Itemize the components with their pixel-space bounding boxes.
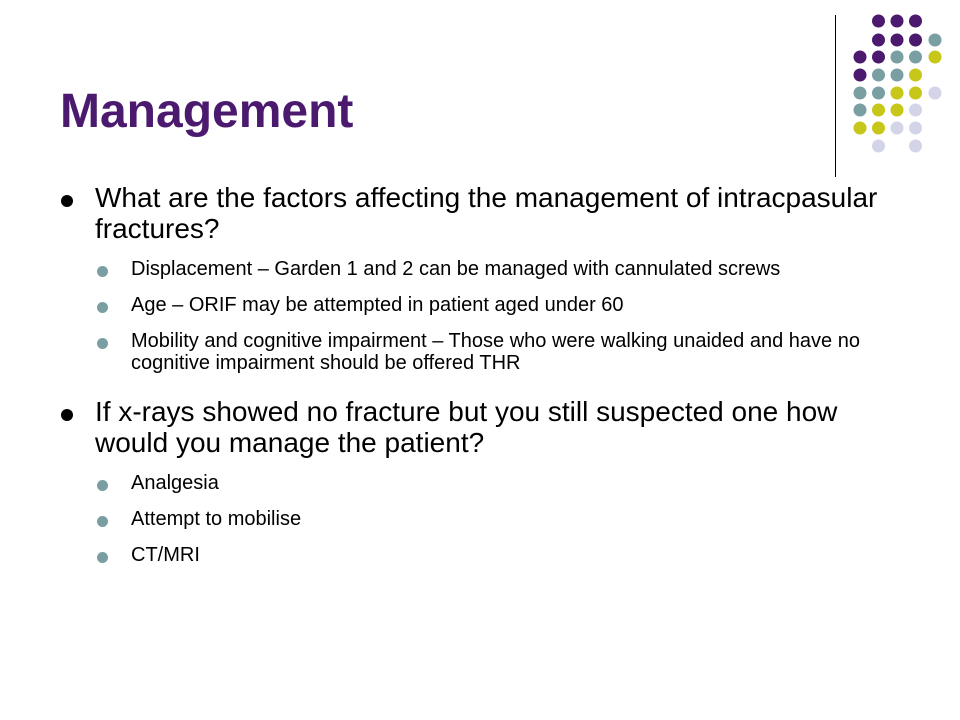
decorative-dot [909,104,922,117]
decorative-dot [909,51,922,64]
decorative-dot [909,87,922,100]
sub-bullet-item [96,258,900,280]
decorative-dot [872,15,885,28]
decorative-dot [872,34,885,47]
decorative-dot [891,51,904,64]
decorative-dot [891,34,904,47]
decorative-dot [854,104,867,117]
sub-bullet-text: Analgesia [131,472,219,494]
decorative-dot [891,69,904,82]
bullet-item [60,182,900,244]
sub-bullet-text: Displacement – Garden 1 and 2 can be managed with cannulated screws [131,258,781,280]
vertical-divider-line [835,15,836,177]
decorative-dot [891,87,904,100]
sub-bullet-item [96,294,900,316]
sub-bullet-item [96,472,900,494]
decorative-dot [891,122,904,135]
decorative-dot [872,51,885,64]
sub-bullet-item [96,330,900,374]
decorative-dot [872,122,885,135]
decorative-dot [872,104,885,117]
sub-bullet-item [96,544,900,566]
bullet-item [60,396,900,458]
sub-bullet-list [60,258,900,374]
bullet-text: If x-rays showed no fracture but you still suspected one how would you manage the patient? [95,396,838,458]
decorative-dot [909,122,922,135]
decorative-dot [909,15,922,28]
decorative-dot [854,51,867,64]
decorative-dot [909,69,922,82]
sub-bullet-text: CT/MRI [131,544,200,566]
decorative-dot [872,87,885,100]
sub-bullet-list [60,472,900,566]
decorative-dot [891,104,904,117]
decorative-dot [854,69,867,82]
decorative-dot [854,122,867,135]
decorative-dot [909,34,922,47]
decorative-dot [929,34,942,47]
sub-bullet-text: Attempt to mobilise [131,508,302,530]
slide-title: Management [60,85,354,138]
sub-bullet-text: Mobility and cognitive impairment – Those who were walking unaided and have no cognitive impairment should be offered THR [131,330,860,374]
decorative-dot [891,15,904,28]
bullet-text: What are the factors affecting the management of intracpasular fractures? [95,182,878,244]
bullet-list [60,182,900,580]
decorative-dot [872,140,885,153]
decorative-dot [872,69,885,82]
decorative-dot [929,51,942,64]
decorative-dot [909,140,922,153]
sub-bullet-text: Age – ORIF may be attempted in patient aged under 60 [131,294,624,316]
sub-bullet-item [96,508,900,530]
decorative-dot [929,87,942,100]
decorative-dot [854,87,867,100]
